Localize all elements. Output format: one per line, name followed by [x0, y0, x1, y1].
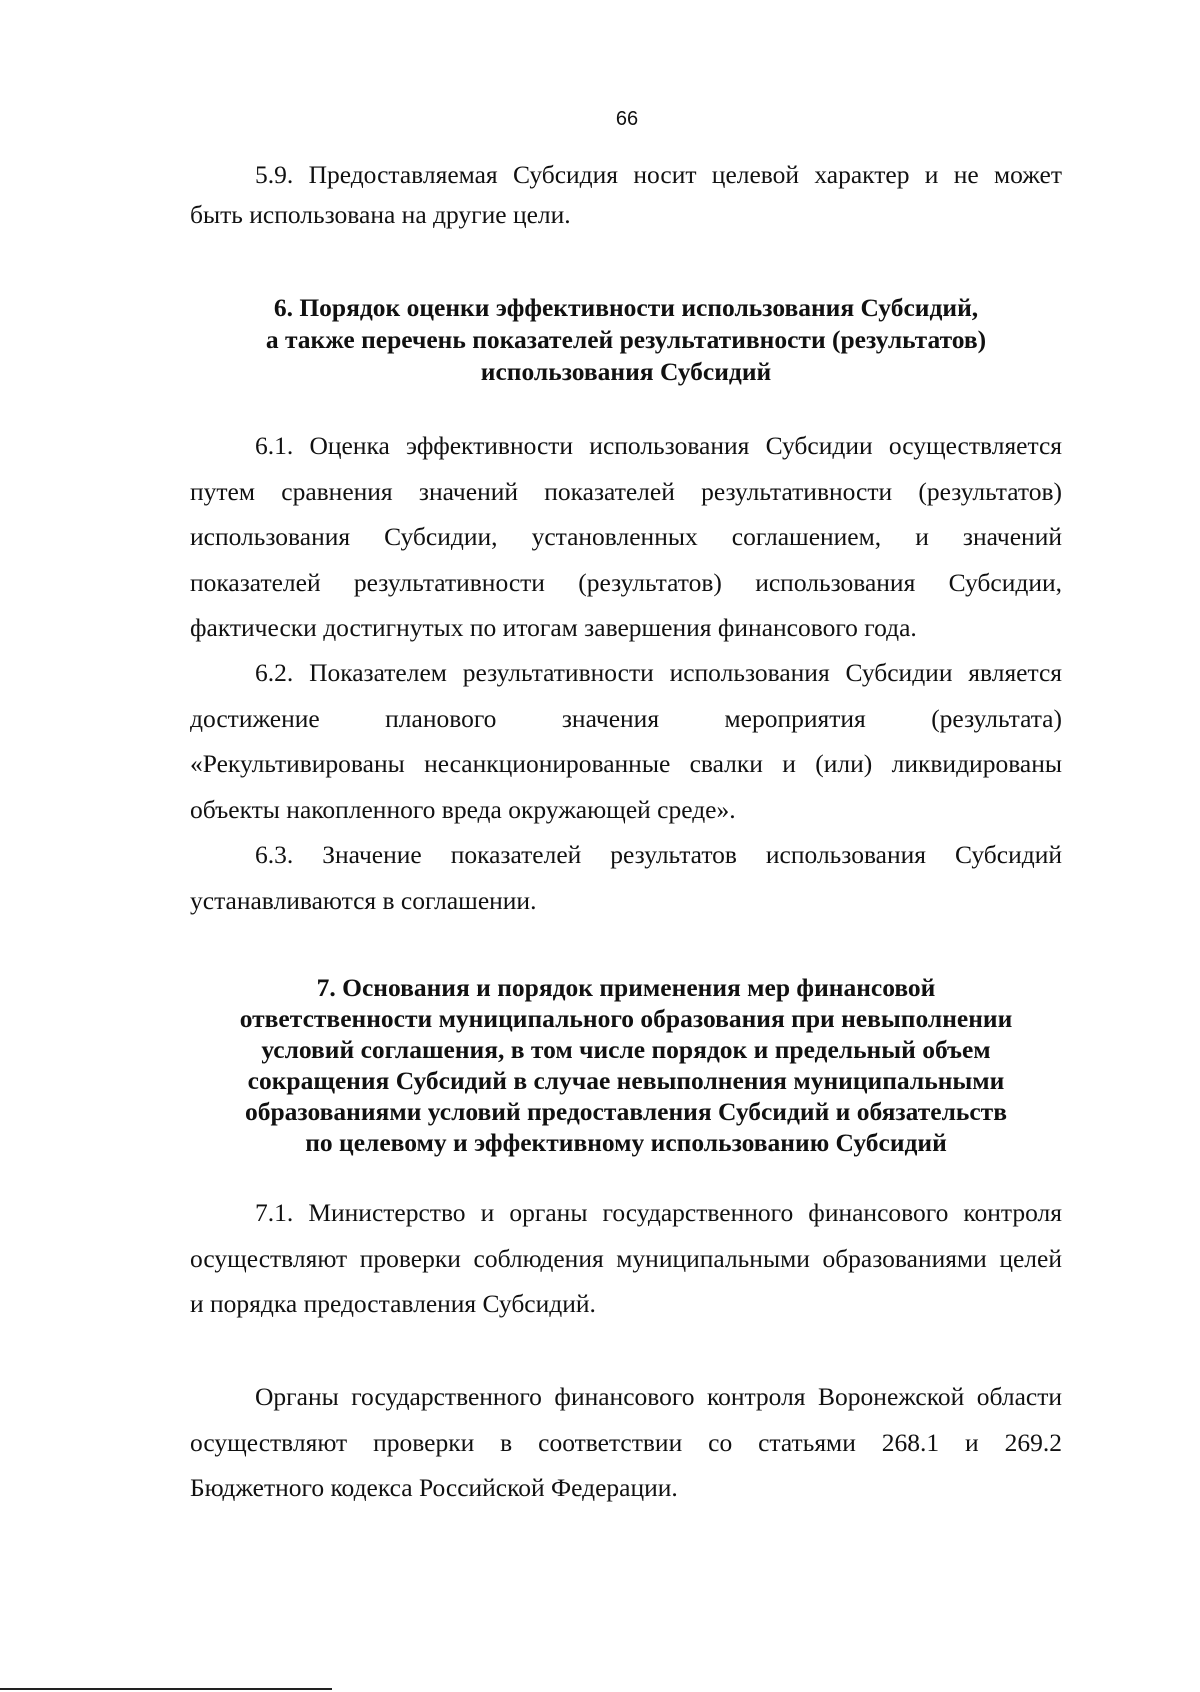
text-line: 6.3. Значение показателей результатов использования Субсидий — [255, 840, 1062, 869]
heading-line: образованиями условий предоставления Субсидий и обязательств — [245, 1097, 1007, 1126]
text-line: Органы государственного финансового контроля Воронежской области — [255, 1382, 1062, 1411]
text-line: показателей результативности (результатов) использования Субсидии, — [190, 567, 1062, 597]
text-line: 5.9. Предоставляемая Субсидия носит целевой характер и не может — [255, 160, 1062, 189]
text-line: 7.1. Министерство и органы государственного финансового контроля — [255, 1198, 1062, 1227]
text-line: достижение планового значения мероприятия (результата) — [190, 703, 1062, 733]
heading-line: использования Субсидий — [480, 357, 772, 386]
footnote-divider — [0, 1688, 332, 1690]
text-line: 6.1. Оценка эффективности использования Субсидии осуществляется — [255, 431, 1062, 460]
text-line: устанавливаются в соглашении. — [190, 885, 537, 915]
section-7-heading — [190, 972, 1062, 1158]
text-line: путем сравнения значений показателей результативности (результатов) — [190, 476, 1062, 506]
text-line: 6.2. Показателем результативности использования Субсидии является — [255, 658, 1062, 687]
text-line: «Рекультивированы несанкционированные свалки и (или) ликвидированы — [190, 749, 1062, 778]
paragraph-7-1 — [190, 1190, 1062, 1327]
heading-line: а также перечень показателей результативности (результатов) — [265, 325, 987, 354]
text-line: осуществляют проверки в соответствии со статьями 268.1 и 269.2 — [190, 1427, 1062, 1457]
paragraph-6-3 — [190, 832, 1062, 923]
heading-line: условий соглашения, в том числе порядок и предельный объем — [261, 1035, 991, 1064]
section-6-heading — [190, 292, 1062, 388]
heading-line: по целевому и эффективному использованию Субсидий — [305, 1128, 947, 1157]
paragraph-6-1 — [190, 423, 1062, 651]
heading-line: 7. Основания и порядок применения мер финансовой — [316, 973, 936, 1002]
text-line: использования Субсидии, установленных соглашением, и значений — [190, 522, 1062, 551]
paragraph-5-9 — [190, 152, 1062, 237]
heading-line: ответственности муниципального образования при невыполнении — [239, 1004, 1013, 1033]
paragraph-7-1-control-bodies — [190, 1374, 1062, 1511]
text-line: объекты накопленного вреда окружающей среде». — [190, 794, 736, 824]
text-line: и порядка предоставления Субсидий. — [190, 1289, 596, 1318]
text-line: быть использована на другие цели. — [190, 199, 571, 229]
text-line: Бюджетного кодекса Российской Федерации. — [190, 1473, 678, 1502]
text-line: фактически достигнутых по итогам завершения финансового года. — [190, 613, 917, 642]
paragraph-6-2 — [190, 650, 1062, 832]
text-line: осуществляют проверки соблюдения муниципальными образованиями целей — [190, 1243, 1062, 1273]
page-number: 66 — [615, 108, 639, 130]
heading-line: сокращения Субсидий в случае невыполнения муниципальными — [247, 1066, 1005, 1095]
heading-line: 6. Порядок оценки эффективности использования Субсидий, — [273, 293, 979, 322]
